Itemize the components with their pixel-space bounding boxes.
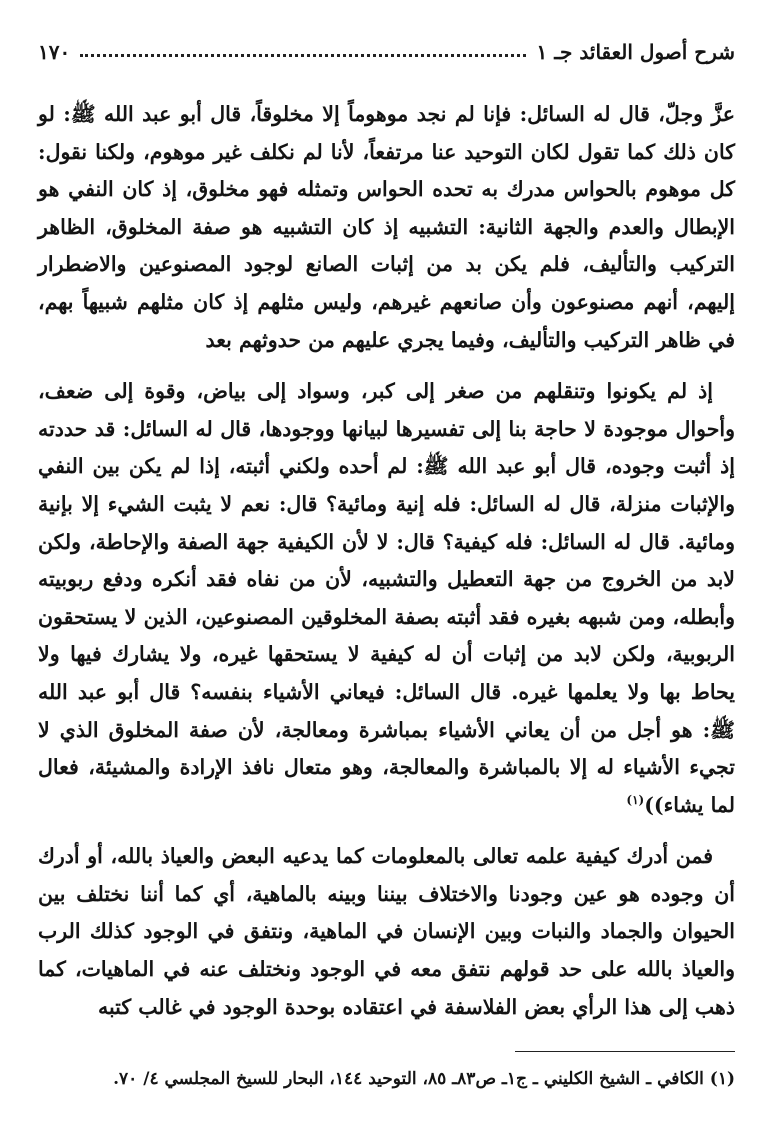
paragraph-2 (38, 373, 735, 824)
paragraph-2-text: إذ لم يكونوا وتنقلهم من صغر إلى كبر، وسواد إلى بياض، وقوة إلى ضعف، وأحوال موجودة لا حاجة بنا إلى تفسيرها لبيانها ووجودها، قال له السائل: قد حددته إذ أثبت وجوده، قال أبو عبد الله ﷺ: لم أحده ولكني أثبته، إذا لم يكن بين النفي والإثبات منزلة، قال له السائل: فله إنية ومائية؟ قال: نعم لا يثبت الشيء إلا بإنية ومائية. قال له السائل: فله كيفية؟ قال: لا لأن الكيفية جهة الصفة والإحاطة، ولكن لابد من الخروج من جهة التعطيل والتشبيه، لأن من نفاه فقد أنكره ودفع ربوبيته وأبطله، ومن شبهه بغيره فقد أثبته بصفة المخلوقين المصنوعين، الذين لا يستحقون الربوبية، ولكن لابد من إثبات أن له كيفية لا يستحقها غيره، ولا يشارك فيها ولا يحاط بها ولا يعلمها غيره. قال السائل: فيعاني الأشياء بنفسه؟ قال أبو عبد الله ﷺ: هو أجل من أن يعاني الأشياء بمباشرة ومعالجة، لأن صفة المخلوق الذي لا تجيء الأشياء له إلا بالمباشرة والمعالجة، وهو متعال نافذ الإرادة والمشيئة، فعال لما يشاء)) (38, 379, 735, 817)
header-title: شرح أصول العقائد جـ ١ (536, 40, 735, 64)
footnote-divider (515, 1051, 735, 1052)
paragraph-3-text: فمن أدرك كيفية علمه تعالى بالمعلومات كما يدعيه البعض والعياذ بالله، أو أدرك أن وجوده هو عين وجودنا والاختلاف بيننا وبينه بالماهية، أي كما أننا نختلف بين الحيوان والجماد والنبات وبين الإنسان في الماهية، ونتفق في الوجود كذلك الرب والعياذ بالله على حد قولهم نتفق معه في الوجود ونختلف عنه في الماهيات، كما ذهب إلى هذا الرأي بعض الفلاسفة في اعتقاده بوحدة الوجود في غالب كتبه (38, 844, 735, 1019)
paragraph-3 (38, 838, 735, 1026)
paragraph-1-text: عزَّ وجلّ، قال له السائل: فإنا لم نجد موهوماً إلا مخلوقاً، قال أبو عبد الله ﷺ: لو كان ذلك كما تقول لكان التوحيد عنا مرتفعاً، لأنا لم نكلف غير موهوم، ولكنا نقول: كل موهوم بالحواس مدرك به تحده الحواس وتمثله فهو مخلوق، إذ كان النفي هو الإبطال والعدم والجهة الثانية: التشبيه إذ كان التشبيه هو صفة المخلوق، الظاهر التركيب والتأليف، فلم يكن بد من إثبات الصانع لوجود المصنوعين والاضطرار إليهم، أنهم مصنوعون وأن صانعهم غيرهم، وليس مثلهم إذ كان مثلهم شبيهاً بهم، في ظاهر التركيب والتأليف، وفيما يجري عليهم من حدوثهم بعد (38, 102, 735, 352)
footnote-reference: (١) (626, 792, 645, 807)
book-page (38, 30, 735, 1100)
header-leader-dots (80, 54, 526, 57)
main-text (38, 96, 735, 1040)
page-number: ١٧٠ (38, 40, 71, 64)
paragraph-1 (38, 96, 735, 359)
footnote: (١) الكافي ـ الشيخ الكليني ـ ج١ـ ص٨٣ـ ٨٥، التوحيد ١٤٤، البحار للسيخ المجلسي ٤/ ٧٠. (113, 1069, 735, 1089)
running-header (38, 30, 735, 64)
